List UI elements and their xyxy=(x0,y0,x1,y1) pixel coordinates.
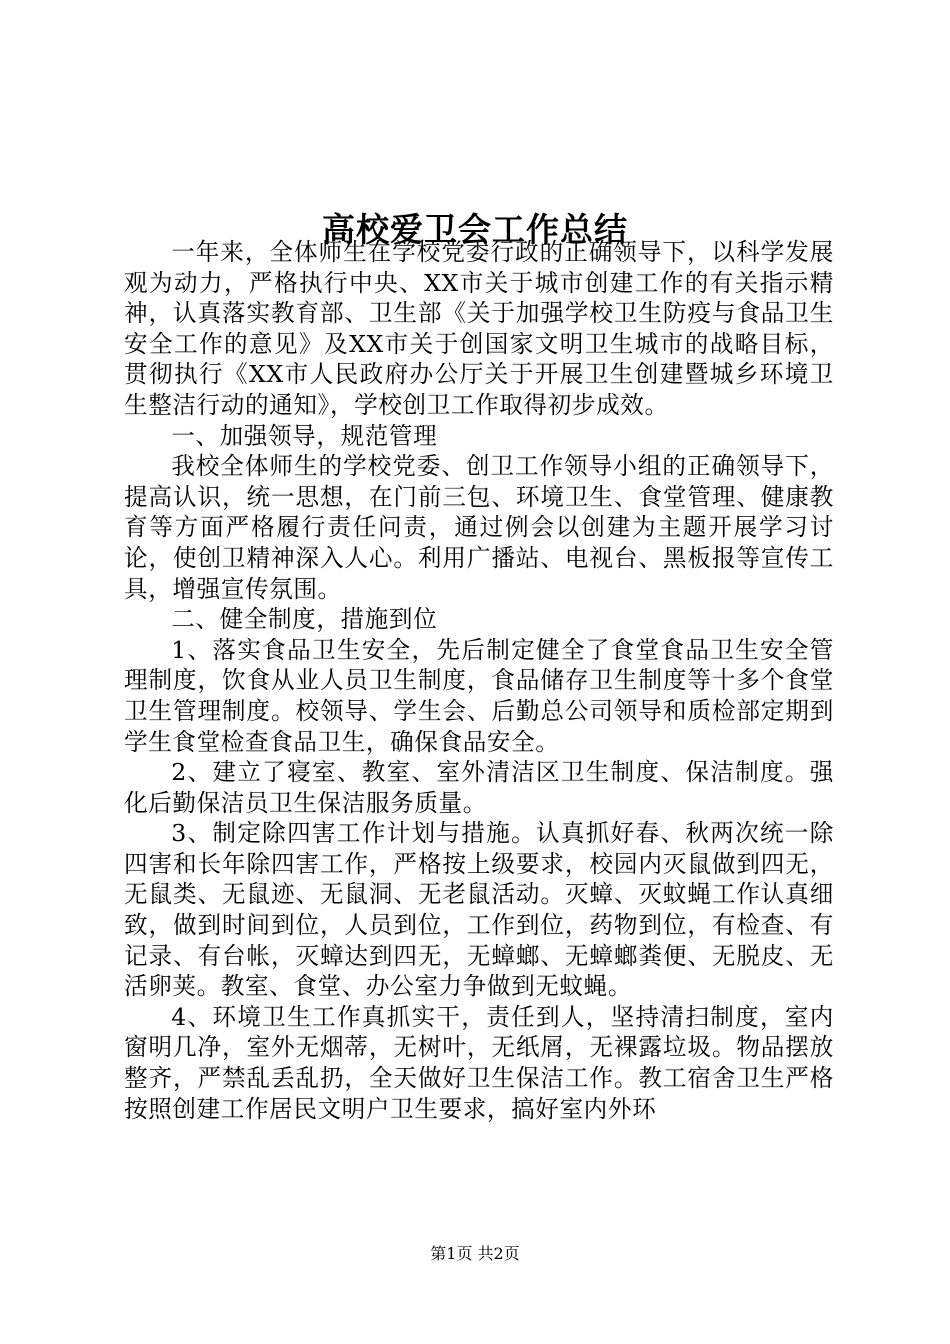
document-body xyxy=(124,237,834,1124)
list-item-2: 2、建立了寝室、教室、室外清洁区卫生制度、保洁制度。强化后勤保洁员卫生保洁服务质量。 xyxy=(124,758,834,817)
body-paragraph: 我校全体师生的学校党委、创卫工作领导小组的正确领导下，提高认识，统一思想，在门前三包、环境卫生、食堂管理、健康教育等方面严格履行责任问责，通过例会以创建为主题开展学习讨论，使创卫精神深入人心。利用广播站、电视台、黑板报等宣传工具，增强宣传氛围。 xyxy=(124,452,834,603)
list-item-4: 4、环境卫生工作真抓实干，责任到人，坚持清扫制度，室内窗明几净，室外无烟蒂，无树叶，无纸屑，无裸露垃圾。物品摆放整齐，严禁乱丢乱扔，全天做好卫生保洁工作。教工宿舍卫生严格按照创建工作居民文明户卫生要求，搞好室内外环 xyxy=(124,1002,834,1123)
list-item-1: 1、落实食品卫生安全，先后制定健全了食堂食品卫生安全管理制度，饮食从业人员卫生制度，食品储存卫生制度等十多个食堂卫生管理制度。校领导、学生会、后勤总公司领导和质检部定期到学生食堂检查食品卫生，确保食品安全。 xyxy=(124,635,834,756)
list-item-3: 3、制定除四害工作计划与措施。认真抓好春、秋两次统一除四害和长年除四害工作，严格按上级要求，校园内灭鼠做到四无，无鼠类、无鼠迹、无鼠洞、无老鼠活动。灭蟑、灭蚊蝇工作认真细致，做到时间到位，人员到位，工作到位，药物到位，有检查、有记录、有台帐，灭蟑达到四无，无蟑螂、无蟑螂粪便、无脱皮、无活卵荚。教室、食堂、办公室力争做到无蚊蝇。 xyxy=(124,819,834,1001)
document-title: 高校爱卫会工作总结 xyxy=(322,210,628,250)
intro-paragraph: 一年来，全体师生在学校党委行政的正确领导下，以科学发展观为动力，严格执行中央、XX市关于城市创建工作的有关指示精神，认真落实教育部、卫生部《关于加强学校卫生防疫与食品卫生安全工作的意见》及XX市关于创国家文明卫生城市的战略目标，贯彻执行《XX市人民政府办公厅关于开展卫生创建暨城乡环境卫生整洁行动的通知》，学校创卫工作取得初步成效。 xyxy=(124,238,834,419)
section-heading-2: 二、健全制度，措施到位 xyxy=(171,605,438,634)
page-footer: 第1页 共2页 xyxy=(430,1244,520,1263)
section-heading-1: 一、加强领导，规范管理 xyxy=(171,421,438,450)
